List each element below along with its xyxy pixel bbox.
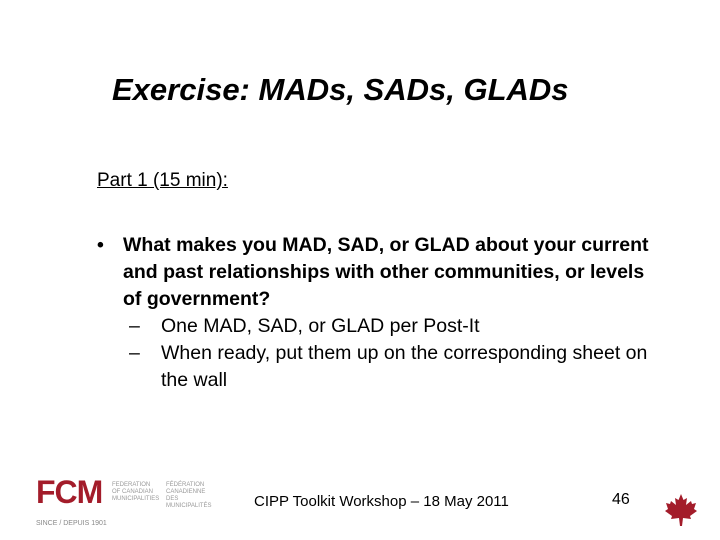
dash-marker: – [129, 315, 140, 337]
slide-title: Exercise: MADs, SADs, GLADs [112, 72, 569, 107]
page-number: 46 [612, 491, 630, 508]
dash-marker: – [129, 342, 140, 364]
bullet-item [97, 232, 667, 394]
bullet-marker: • [97, 234, 104, 256]
bullet-list [97, 232, 667, 394]
logo-wordmark: FCM [36, 474, 103, 510]
part-heading: Part 1 (15 min): [97, 170, 228, 191]
maple-leaf-icon [663, 492, 699, 528]
sub-bullet-item [129, 340, 667, 394]
logo-since: SINCE / DEPUIS 1901 [36, 520, 107, 527]
sub-bullet-text: One MAD, SAD, or GLAD per Post-It [161, 315, 480, 337]
logo-french-name: FÉDÉRATION CANADIENNE DES MUNICIPALITÉS [166, 482, 212, 509]
sub-bullet-list [123, 313, 667, 394]
sub-bullet-item [129, 313, 667, 340]
sub-bullet-text: When ready, put them up on the corresponding sheet on the wall [161, 342, 648, 391]
bullet-text: What makes you MAD, SAD, or GLAD about your current and past relationships with other communities, or levels of government? [123, 234, 649, 310]
logo-english-name: FEDERATION OF CANADIAN MUNICIPALITIES [112, 482, 160, 502]
footer-text: CIPP Toolkit Workshop – 18 May 2011 [254, 493, 509, 510]
